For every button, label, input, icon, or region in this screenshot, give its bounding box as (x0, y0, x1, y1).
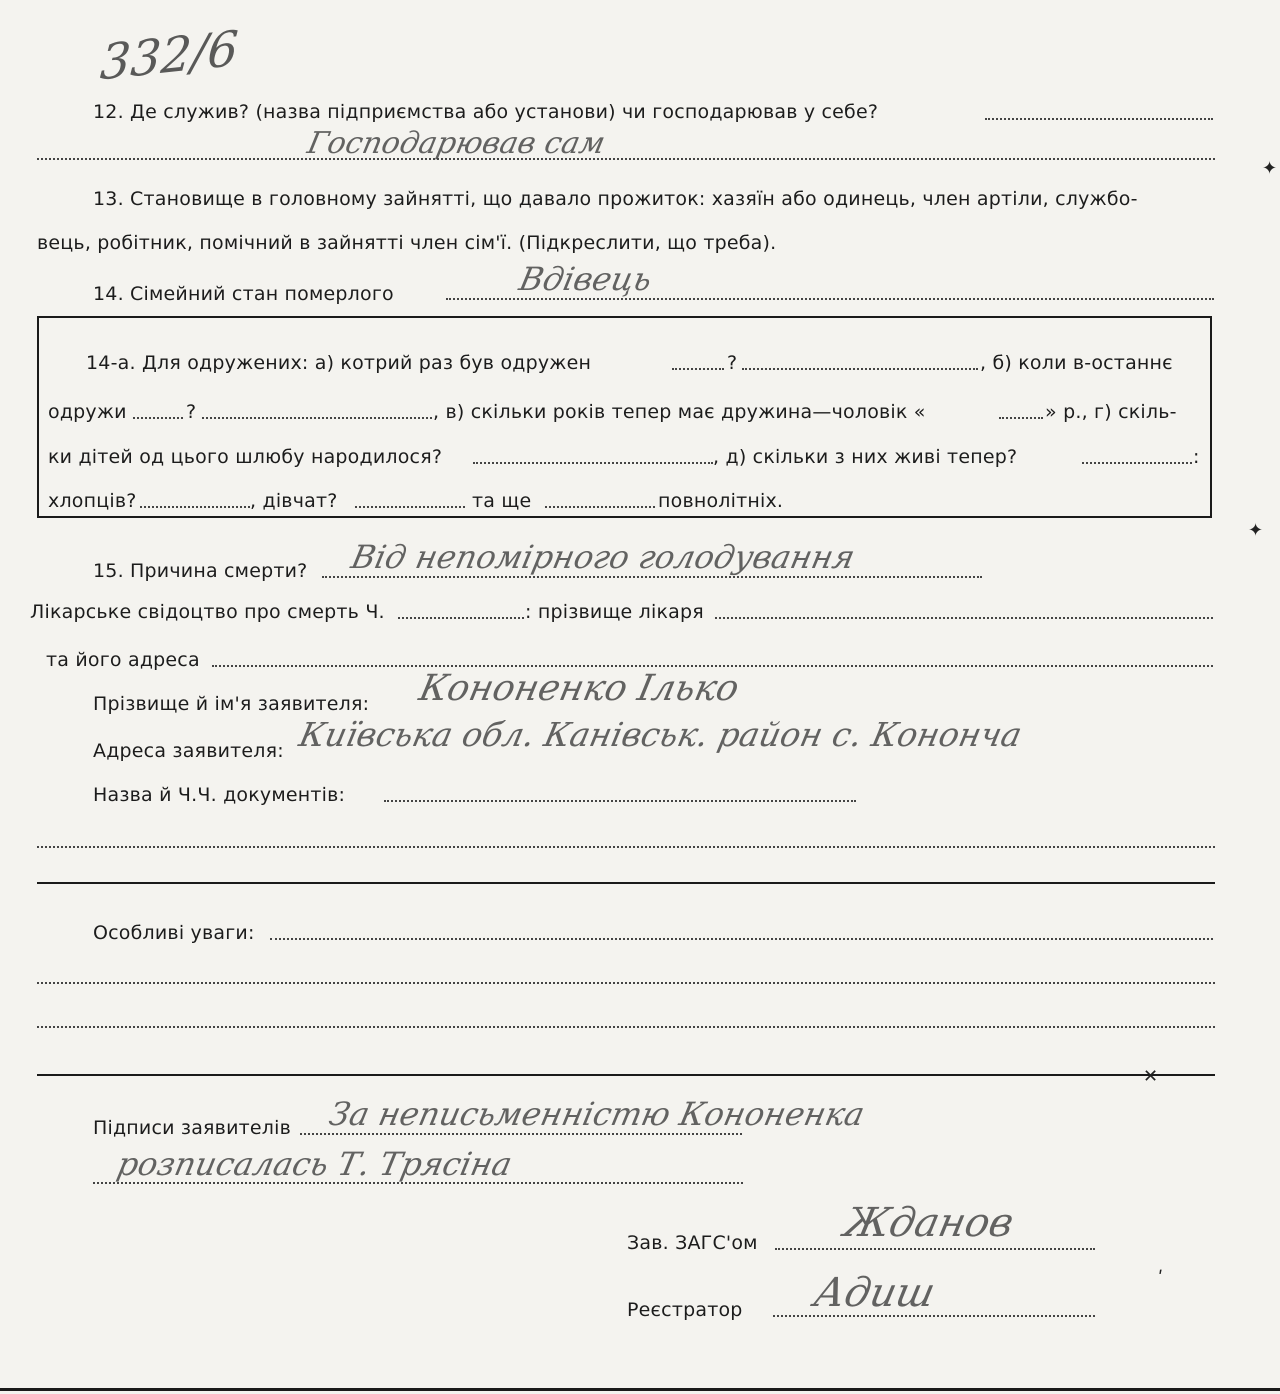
registrar-signature: Адиш (810, 1270, 940, 1316)
q14a-dots-7 (1082, 462, 1192, 464)
q14a-line-1-b: , б) коли в-останнє (980, 352, 1173, 374)
medical-cert-number-line (398, 617, 524, 619)
q15-label: 15. Причина смерти? (93, 560, 308, 582)
applicant-address-label: Адреса заявителя: (93, 740, 284, 762)
section-divider-2 (37, 1074, 1215, 1076)
q14a-dots-4 (202, 417, 432, 419)
applicant-signature-handwritten-2: розписалась Т. Трясіна (113, 1145, 516, 1183)
q14-handwritten-answer: Вдівець (515, 260, 656, 298)
q12-dotted-line-1 (985, 118, 1213, 120)
q14a-line-1-a: 14-а. Для одружених: а) котрий раз був одружен (86, 352, 592, 374)
q15-handwritten-answer: Від непомірного голодування (347, 538, 859, 576)
applicant-name-handwritten: Кононенко Ілько (415, 668, 743, 709)
q14a-line-4-c: та ще (472, 490, 532, 512)
head-zags-label: Зав. ЗАГС'ом (627, 1232, 758, 1254)
documents-line-1 (384, 800, 856, 802)
applicant-signature-line-1 (300, 1133, 742, 1135)
q14a-dots-2 (742, 368, 978, 370)
q14a-line-4-a: хлопців? (48, 490, 137, 512)
applicant-name-label: Прізвище й ім'я заявителя: (93, 693, 370, 715)
applicant-signature-handwritten-1: За неписьменністю Кононенка (325, 1095, 868, 1133)
q14a-line-2-c: » р., г) скіль- (1045, 401, 1177, 423)
q14a-dots-1 (672, 368, 724, 370)
q13-line-2: вець, робітник, помічний в зайнятті член сім'ї. (Підкреслити, що треба). (37, 232, 777, 254)
q14a-line-2-b: , в) скільки років тепер має дружина—чоловік « (433, 401, 926, 423)
q14a-dots-8 (140, 506, 250, 508)
doctor-address-line (212, 665, 1213, 667)
q14a-dots-5 (999, 417, 1043, 419)
q14a-line-3-b: , д) скільки з них живі тепер? (713, 446, 1018, 468)
remarks-line-2 (37, 982, 1215, 984)
q14a-dots-3 (133, 417, 183, 419)
scan-mark-2: ✦ (1248, 520, 1264, 541)
q14a-line-2-q: ? (186, 401, 197, 423)
q13-line-1: 13. Становище в головному зайнятті, що давало прожиток: хазяїн або одинець, член артіли, службо- (93, 188, 1138, 210)
page-bottom-edge (0, 1388, 1280, 1391)
remarks-line-1 (270, 938, 1213, 940)
scan-mark-4: ʹ (1158, 1268, 1164, 1289)
scan-mark-3: ✕ (1143, 1066, 1159, 1087)
q14a-line-1-q: ? (727, 352, 738, 374)
q14a-line-3-c: : (1193, 446, 1200, 468)
documents-line-2 (37, 846, 1215, 848)
q12-handwritten-answer: Господарював сам (304, 126, 609, 161)
doctor-name-line (715, 617, 1213, 619)
q12-label: 12. Де служив? (назва підприємства або установи) чи господарював у себе? (93, 101, 879, 123)
q14a-dots-9 (355, 506, 465, 508)
q14a-dots-10 (545, 506, 655, 508)
q14a-line-3-a: ки дітей од цього шлюбу народилося? (48, 446, 443, 468)
doctor-name-label: : прізвище лікаря (525, 601, 704, 623)
doctor-address-label: та його адреса (46, 649, 200, 671)
q14a-line-4-d: повнолітніх. (658, 490, 784, 512)
q14a-dots-6 (473, 462, 713, 464)
head-zags-signature: Жданов (840, 1200, 1018, 1246)
archive-number: 332/6 (98, 20, 240, 92)
q14a-line-2-a: одружи (48, 401, 127, 423)
applicant-signatures-label: Підписи заявителів (93, 1117, 292, 1139)
q14-label: 14. Сімейний стан померлого (93, 283, 394, 305)
q12-dotted-line-2 (37, 158, 1215, 160)
remarks-line-3 (37, 1026, 1215, 1028)
remarks-label: Особливі уваги: (93, 922, 255, 944)
scan-mark-1: ✦ (1262, 158, 1278, 179)
medical-cert-label: Лікарське свідоцтво про смерть Ч. (30, 601, 385, 623)
registrar-label: Реєстратор (627, 1299, 743, 1321)
q14a-line-4-b: , дівчат? (250, 490, 338, 512)
head-zags-line (775, 1248, 1095, 1250)
q14-dotted-line (446, 298, 1214, 300)
applicant-address-handwritten: Київська обл. Канівськ. район с. Кононча (295, 715, 1026, 754)
section-divider-1 (37, 882, 1215, 884)
documents-label: Назва й Ч.Ч. документів: (93, 784, 346, 806)
q15-dotted-line (322, 576, 982, 578)
